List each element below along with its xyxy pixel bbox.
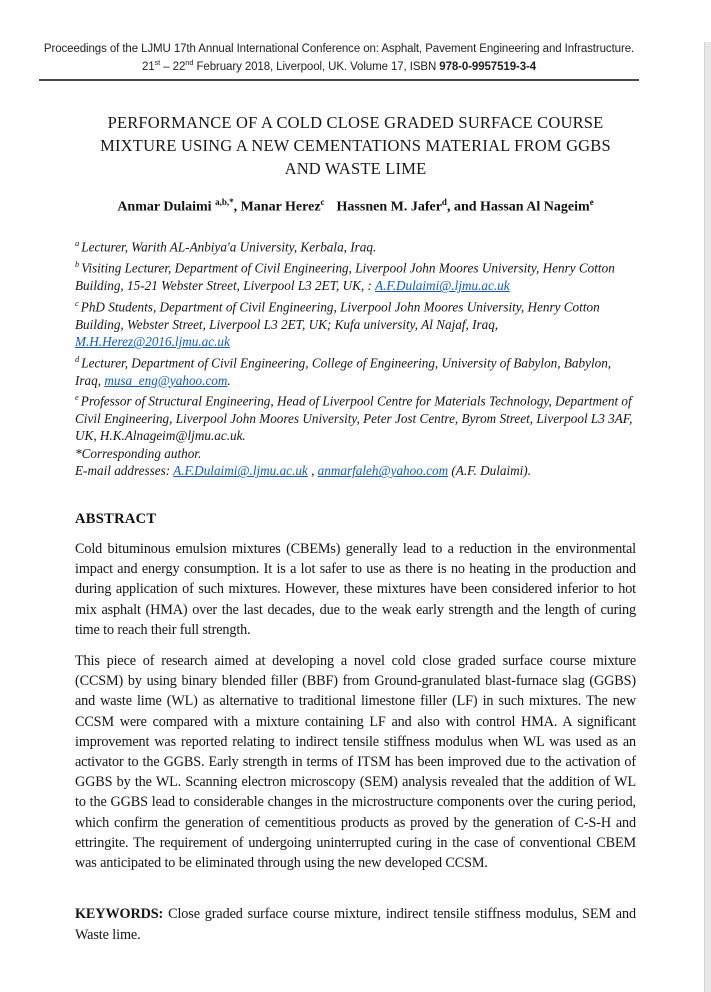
keywords-line xyxy=(75,904,636,946)
date-superscript: nd xyxy=(185,58,194,67)
author-name: , and Hassan Al Nageim xyxy=(446,199,590,215)
page-edge-shadow xyxy=(704,42,711,992)
affiliation-c: $^c$ PhD Students, Department of Civil Engineering, Liverpool John Moores University, Henry Cotton Building, Webster Street, Liverpool L3 2ET, UK; Kufa university, Al Najaf, Iraq, M.H.Herez@2016.ljmu.ac.uk xyxy=(75,297,600,350)
corresponding-author-note: *Corresponding author. xyxy=(75,445,202,461)
paper-page xyxy=(0,42,711,992)
conference-header-line2: 21st – 22nd February 2018, Liverpool, UK. Volume 17, ISBN 978-0-9957519-3-4 xyxy=(141,58,537,73)
header-rule xyxy=(39,79,639,81)
author-affil-superscript: e xyxy=(589,196,594,207)
author-name: Hassnen M. Jafer xyxy=(336,199,442,215)
paper-title-line2: MIXTURE USING A NEW CEMENTATIONS MATERIAL FROM GGBS xyxy=(100,135,611,155)
author-affil-superscript: c xyxy=(320,196,325,207)
affiliations-block xyxy=(75,235,636,479)
affiliation-e: $^e$ Professor of Structural Engineering, Head of Liverpool Centre for Materials Technology, Department of Civil Engineering, Liverpool John Moores University, Peter Jost Centre, Byrom Street, Liverpool L3 3AF, UK, H.K.Alnageim@ljmu.ac.uk. xyxy=(75,392,633,444)
conference-header-line1: Proceedings of the LJMU 17th Annual International Conference on: Asphalt, Pavement Engineering and Infrastructure. xyxy=(43,43,635,55)
abstract-paragraph-2: This piece of research aimed at developing a novel cold close graded surface course mixture (CCSM) by using binary blended filler (BBF) from Ground-granulated blast-furnace slag (GGBS) and waste lime (WL) as alternative to traditional limestone filler (LF) in such mixtures. The new CCSM were compared with a mixture containing LF and also with control HMA. A significant improvement was reported relating to indirect tensile stiffness modulus when WL was used as an activator to the GGBS. Early strength in terms of ITSM has been improved due to the activation of GGBS by the WL. Scanning electron microscopy (SEM) analysis revealed that the addition of WL to the GGBS lead to considerable changes in the microstructure components over the curing period, which confirm the generation of cementitious products as proved by the generation of C-S-H and ettringite. The requirement of undergoing uninterrupted curing in the case of conventional CBEM was anticipated to be eliminated through using the new developed CCSM. xyxy=(75,652,636,871)
author-name: Anmar Dulaimi xyxy=(117,199,216,215)
email-link-dulaimi[interactable]: A.F.Dulaimi@.ljmu.ac.uk xyxy=(375,278,510,294)
abstract-paragraph-1: Cold bituminous emulsion mixtures (CBEMs) generally lead to a reduction in the environmental impact and energy consumption. It is a lot safer to use as there is no heating in the production and during application of such mixtures. However, these mixtures have been considered inferior to hot mix asphalt (HMA) over the last decades, due to the weak early strength and the length of curing time to reach their full strength. xyxy=(75,540,636,638)
author-name: , Manar Herez xyxy=(233,199,321,215)
keywords-label: KEYWORDS: xyxy=(75,906,164,923)
affiliation-b: $^b$ Visiting Lecturer, Department of Civil Engineering, Liverpool John Moores University, Henry Cotton Building, 15-21 Webster Street, Liverpool L3 2ET, UK, : A.F.Dulaimi@.ljmu.ac.uk xyxy=(75,259,615,294)
conference-date: 21 xyxy=(141,60,155,73)
affiliation-a: $^a$ Lecturer, Warith AL-Anbiya'a University, Kerbala, Iraq. xyxy=(75,238,377,255)
author-affil-superscript: a,b,* xyxy=(215,196,234,207)
paper-title-line1: PERFORMANCE OF A COLD CLOSE GRADED SURFACE COURSE xyxy=(107,112,604,132)
affiliation-d: $^d$ Lecturer, Department of Civil Engineering, College of Engineering, University of Babylon, Babylon, Iraq, musa_eng@yahoo.com. xyxy=(75,353,612,388)
date-superscript: st xyxy=(154,58,161,67)
keywords-text: Close graded surface course mixture, indirect tensile stiffness modulus, SEM and Waste lime. xyxy=(75,906,636,944)
email-link-dulaimi-2[interactable]: A.F.Dulaimi@.ljmu.ac.uk xyxy=(173,463,308,479)
email-link-jafer[interactable]: musa_eng@yahoo.com xyxy=(104,372,228,388)
paper-title xyxy=(75,111,636,180)
isbn-number: 978-0-9957519-3-4 xyxy=(439,60,537,73)
authors-line xyxy=(75,197,636,216)
author-affil-superscript: d xyxy=(441,196,447,207)
email-link-anmarfaleh[interactable]: anmarfaleh@yahoo.com xyxy=(317,463,449,479)
conference-header xyxy=(39,42,639,74)
abstract-heading: ABSTRACT xyxy=(75,510,157,527)
paper-title-line3: AND WASTE LIME xyxy=(284,158,427,178)
email-addresses-line: E-mail addresses: A.F.Dulaimi@.ljmu.ac.uk , anmarfaleh@yahoo.com (A.F. Dulaimi). xyxy=(75,463,531,479)
email-link-herez[interactable]: M.H.Herez@2016.ljmu.ac.uk xyxy=(75,334,230,350)
